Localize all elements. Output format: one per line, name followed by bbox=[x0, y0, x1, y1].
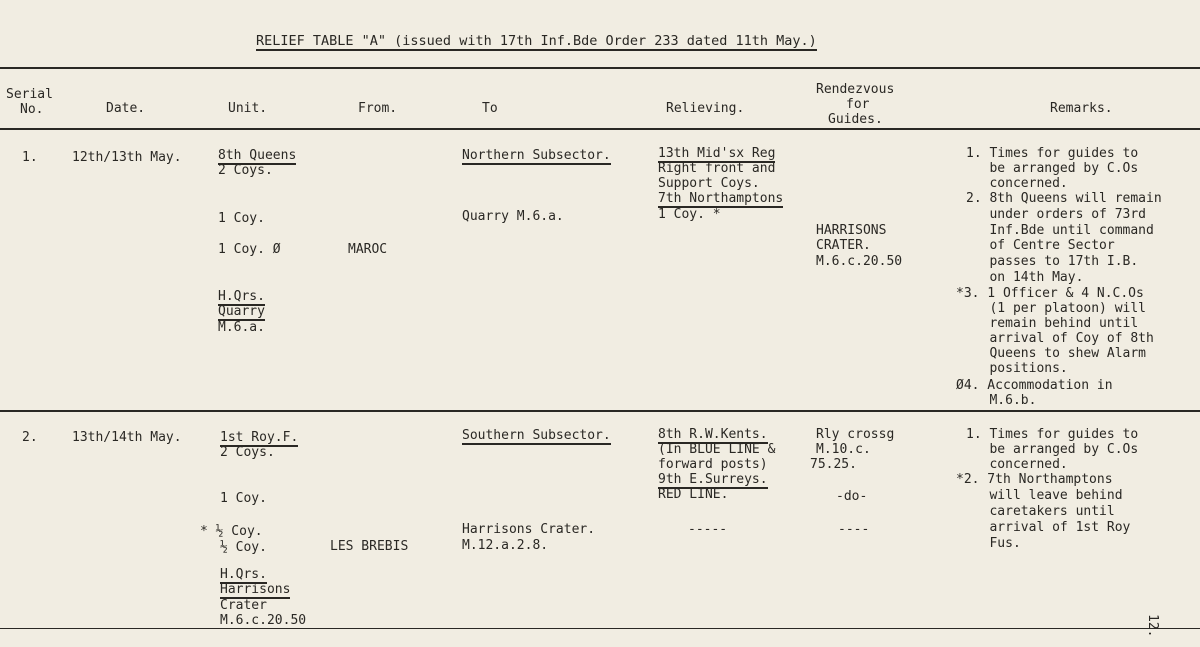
row2-relieving-2: forward posts) bbox=[658, 457, 768, 472]
row1-remark-10: (1 per platoon) will bbox=[966, 301, 1147, 316]
row2-rendezvous-0: Rly crossg bbox=[816, 427, 895, 442]
row1-rendezvous-2: M.6.c.20.50 bbox=[816, 254, 903, 269]
row2-remark-5: caretakers until bbox=[966, 504, 1115, 519]
row1-date: 12th/13th May. bbox=[72, 150, 182, 165]
header-from: From. bbox=[358, 101, 398, 116]
row2-relieving-4: RED LINE. bbox=[658, 487, 729, 502]
row1-from: MAROC bbox=[348, 242, 388, 257]
row1-relieving-2: Support Coys. bbox=[658, 176, 760, 191]
row2-date: 13th/14th May. bbox=[72, 430, 182, 445]
header-rendezvous-for: for bbox=[846, 97, 870, 112]
row2-to-main: Southern Subsector. bbox=[462, 428, 611, 443]
row1-unit-coy: 1 Coy. bbox=[218, 211, 265, 226]
header-to: To bbox=[482, 101, 498, 116]
row1-to-main: Northern Subsector. bbox=[462, 148, 611, 163]
row1-relieving-4: 1 Coy. * bbox=[658, 207, 721, 222]
row2-from: LES BREBIS bbox=[330, 539, 409, 554]
header-remarks: Remarks. bbox=[1050, 101, 1113, 116]
row1-to-quarry: Quarry M.6.a. bbox=[462, 209, 564, 224]
header-rendezvous: Rendezvous bbox=[816, 82, 895, 97]
row1-remark-5: Inf.Bde until command bbox=[966, 223, 1154, 238]
header-unit: Unit. bbox=[228, 101, 268, 116]
row2-remark-6: arrival of 1st Roy bbox=[966, 520, 1131, 535]
row1-unit-main: 8th Queens bbox=[218, 148, 297, 163]
row1-unit-hqrs: H.Qrs. bbox=[218, 289, 265, 304]
row2-remark-2: concerned. bbox=[966, 457, 1068, 472]
row1-remark-16: M.6.b. bbox=[966, 393, 1037, 408]
row2-relieving-0: 8th R.W.Kents. bbox=[658, 427, 768, 442]
row2-remark-0: 1. Times for guides to bbox=[966, 427, 1139, 442]
row1-relieving-0: 13th Mid'sx Reg bbox=[658, 146, 776, 161]
row1-remark-15: Ø4. Accommodation in bbox=[956, 378, 1113, 393]
row2-unit-half-1: * ½ Coy. bbox=[200, 524, 263, 539]
row2-rendezvous-1: M.10.c. bbox=[816, 442, 871, 457]
row1-remark-4: under orders of 73rd bbox=[966, 207, 1147, 222]
row1-remark-2: concerned. bbox=[966, 176, 1068, 191]
row2-relieving-1: (In BLUE LINE & bbox=[658, 442, 776, 457]
header-relieving: Relieving. bbox=[666, 101, 745, 116]
row2-unit-ref: M.6.c.20.50 bbox=[220, 613, 307, 628]
row2-rendezvous-3: -do- bbox=[836, 489, 868, 504]
row2-unit-harrisons: Harrisons bbox=[220, 582, 291, 597]
row1-remark-0: 1. Times for guides to bbox=[966, 146, 1139, 161]
header-serial: Serial bbox=[6, 87, 53, 102]
row2-unit-hqrs: H.Qrs. bbox=[220, 567, 267, 582]
row1-remark-13: Queens to shew Alarm bbox=[966, 346, 1147, 361]
row-divider-rule bbox=[0, 410, 1200, 412]
row2-unit-main: 1st Roy.F. bbox=[220, 430, 299, 445]
row2-remark-7: Fus. bbox=[966, 536, 1021, 551]
page-number: 12. bbox=[1145, 614, 1160, 638]
row2-unit-half-2: ½ Coy. bbox=[220, 540, 267, 555]
row1-remark-8: on 14th May. bbox=[966, 270, 1084, 285]
row2-unit-crater: Crater bbox=[220, 598, 267, 613]
row2-serial: 2. bbox=[22, 430, 38, 445]
row1-remark-7: passes to 17th I.B. bbox=[966, 254, 1139, 269]
page-title: RELIEF TABLE "A" (issued with 17th Inf.Bde Order 233 dated 11th May.) bbox=[256, 33, 817, 49]
row1-rendezvous-0: HARRISONS bbox=[816, 223, 887, 238]
row2-relieving-5: ----- bbox=[688, 522, 728, 537]
header-top-rule bbox=[0, 67, 1200, 69]
row1-remark-3: 2. 8th Queens will remain bbox=[966, 191, 1162, 206]
header-bottom-rule bbox=[0, 128, 1200, 130]
row1-unit-coy-mark: 1 Coy. Ø bbox=[218, 242, 281, 257]
header-rendezvous-guides: Guides. bbox=[828, 112, 883, 127]
row2-unit-coy: 1 Coy. bbox=[220, 491, 267, 506]
row2-to-harrisons: Harrisons Crater. bbox=[462, 522, 596, 537]
row1-unit-coys: 2 Coys. bbox=[218, 163, 273, 178]
row2-rendezvous-4: ---- bbox=[838, 522, 870, 537]
row1-remark-14: positions. bbox=[966, 361, 1068, 376]
row1-relieving-3: 7th Northamptons bbox=[658, 191, 784, 206]
row2-relieving-3: 9th E.Surreys. bbox=[658, 472, 768, 487]
row1-remark-12: arrival of Coy of 8th bbox=[966, 331, 1154, 346]
row1-remark-9: *3. 1 Officer & 4 N.C.Os bbox=[956, 286, 1144, 301]
row1-relieving-1: Right front and bbox=[658, 161, 776, 176]
row1-serial: 1. bbox=[22, 150, 38, 165]
row2-to-ref: M.12.a.2.8. bbox=[462, 538, 549, 553]
header-serial-no: No. bbox=[20, 102, 44, 117]
row2-remark-4: will leave behind bbox=[966, 488, 1123, 503]
row1-rendezvous-1: CRATER. bbox=[816, 238, 871, 253]
row1-unit-quarry: Quarry bbox=[218, 304, 265, 319]
bottom-rule bbox=[0, 628, 1200, 629]
row1-remark-1: be arranged by C.Os bbox=[966, 161, 1139, 176]
row2-rendezvous-2: 75.25. bbox=[810, 457, 857, 472]
row1-remark-6: of Centre Sector bbox=[966, 238, 1115, 253]
row1-unit-ref: M.6.a. bbox=[218, 320, 265, 335]
row2-remark-1: be arranged by C.Os bbox=[966, 442, 1139, 457]
row2-remark-3: *2. 7th Northamptons bbox=[956, 472, 1113, 487]
header-date: Date. bbox=[106, 101, 146, 116]
row1-remark-11: remain behind until bbox=[966, 316, 1139, 331]
row2-unit-coys: 2 Coys. bbox=[220, 445, 275, 460]
